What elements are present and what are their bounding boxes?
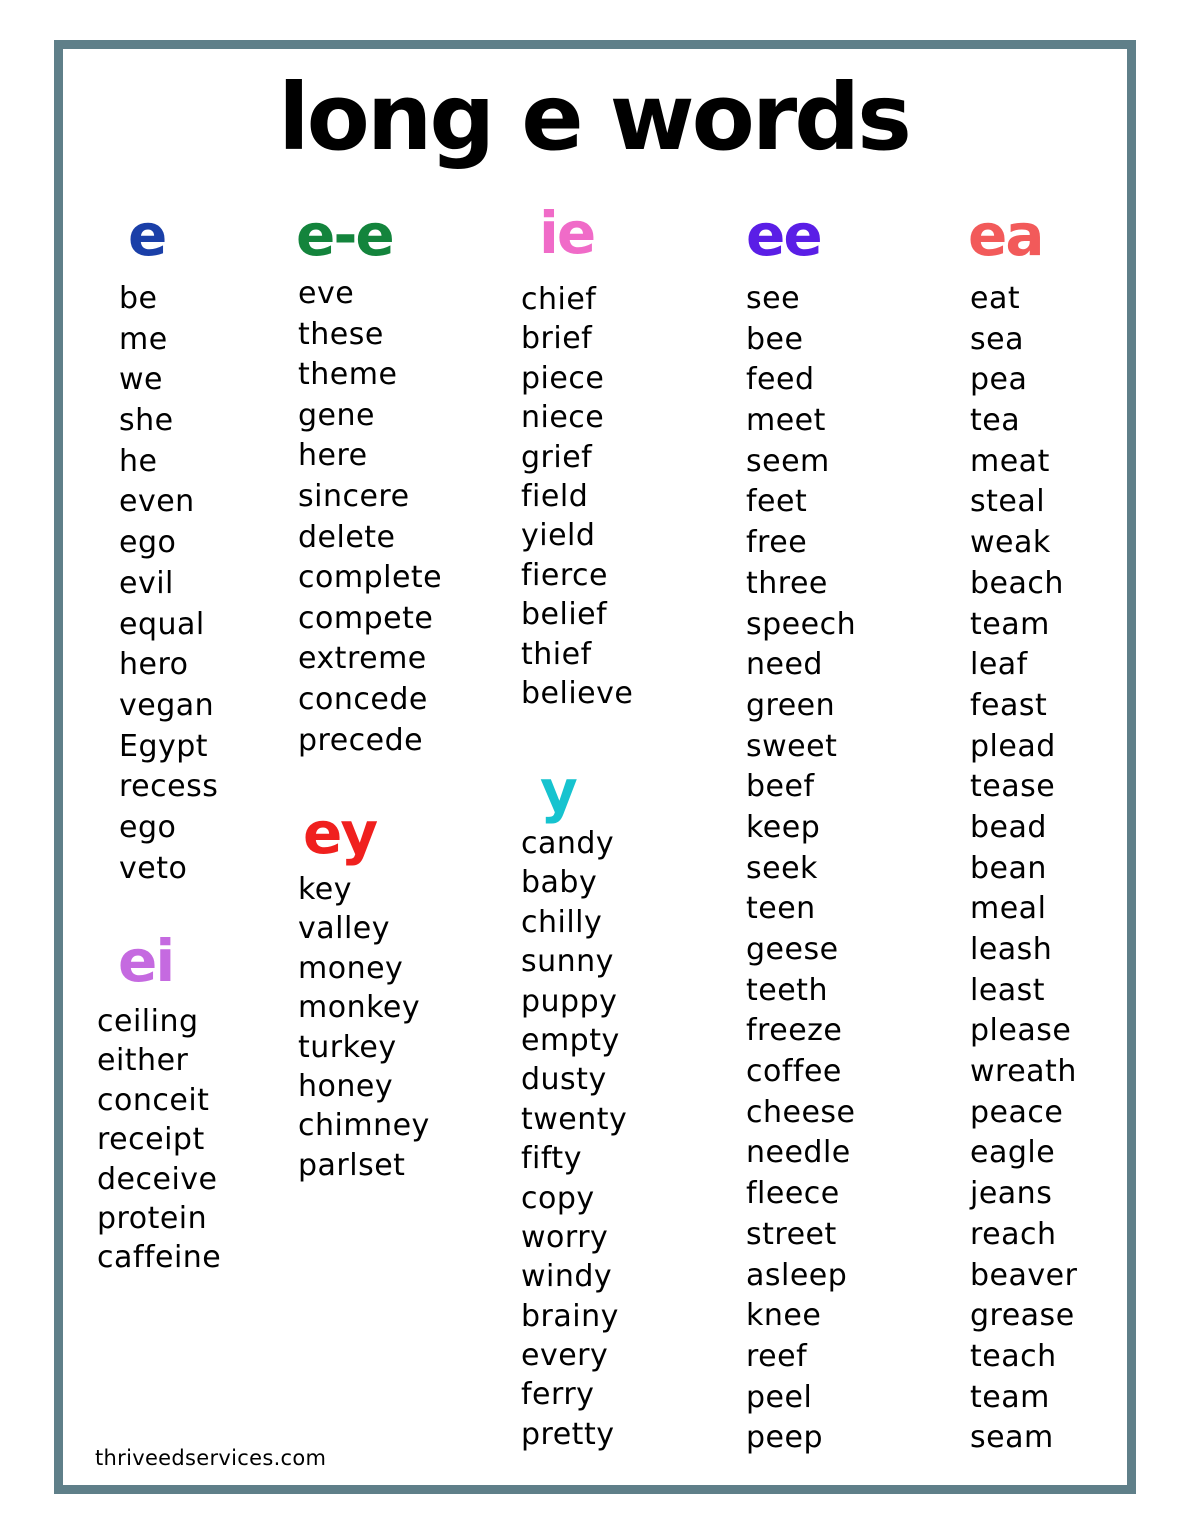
word-item: meet bbox=[746, 403, 826, 439]
word-item: believe bbox=[521, 675, 634, 711]
word-item: delete bbox=[298, 519, 396, 555]
word-item: reef bbox=[746, 1338, 808, 1374]
word-item: every bbox=[521, 1338, 609, 1374]
heading-ie: ie bbox=[539, 199, 595, 267]
word-item: compete bbox=[298, 600, 434, 636]
word-item: we bbox=[119, 362, 163, 398]
word-item: tease bbox=[970, 769, 1056, 805]
word-item: empty bbox=[521, 1022, 620, 1058]
heading-ea: ea bbox=[968, 201, 1043, 269]
word-item: team bbox=[970, 606, 1050, 642]
word-item: teach bbox=[970, 1338, 1057, 1374]
word-item: me bbox=[119, 321, 168, 357]
word-item: be bbox=[119, 281, 158, 316]
word-item: sea bbox=[970, 321, 1024, 357]
word-item: recess bbox=[119, 769, 219, 805]
word-list-e bbox=[119, 279, 218, 889]
word-item: dusty bbox=[521, 1062, 607, 1098]
word-item: brainy bbox=[521, 1298, 619, 1334]
word-item: teen bbox=[746, 891, 816, 927]
word-item: ego bbox=[119, 809, 177, 845]
heading-y: y bbox=[540, 757, 576, 825]
word-item: Egypt bbox=[119, 728, 209, 764]
word-item: fleece bbox=[746, 1176, 840, 1212]
word-item: money bbox=[298, 950, 404, 986]
word-item: pretty bbox=[521, 1416, 615, 1452]
word-item: peace bbox=[970, 1094, 1064, 1130]
word-item: yield bbox=[521, 518, 596, 554]
word-item: vegan bbox=[119, 687, 215, 723]
word-item: wreath bbox=[970, 1054, 1077, 1090]
word-list-e-e bbox=[298, 274, 442, 761]
word-item: complete bbox=[298, 560, 443, 596]
heading-ee: ee bbox=[746, 201, 821, 269]
word-item: needle bbox=[746, 1135, 851, 1171]
heading-e-e: e-e bbox=[296, 201, 393, 269]
word-item: eagle bbox=[970, 1135, 1056, 1171]
word-item: fifty bbox=[521, 1141, 582, 1177]
word-item: leaf bbox=[970, 647, 1028, 683]
word-item: concede bbox=[298, 681, 428, 717]
word-item: grief bbox=[521, 439, 593, 475]
word-item: peel bbox=[746, 1379, 813, 1415]
word-item: deceive bbox=[97, 1161, 218, 1197]
word-item: beaver bbox=[970, 1257, 1078, 1293]
word-item: brief bbox=[521, 321, 593, 357]
heading-ei: ei bbox=[118, 927, 174, 995]
word-item: ego bbox=[119, 525, 177, 561]
word-item: either bbox=[97, 1043, 189, 1079]
word-item: extreme bbox=[298, 641, 427, 677]
word-item: chimney bbox=[298, 1108, 430, 1144]
word-item: here bbox=[298, 438, 368, 474]
word-item: jeans bbox=[970, 1176, 1053, 1212]
word-item: three bbox=[746, 565, 828, 601]
word-item: caffeine bbox=[97, 1240, 222, 1276]
word-item: eve bbox=[298, 276, 355, 311]
word-item: teeth bbox=[746, 972, 828, 1008]
word-item: gene bbox=[298, 397, 375, 433]
word-item: see bbox=[746, 281, 801, 316]
word-item: precede bbox=[298, 722, 424, 758]
word-item: weak bbox=[970, 525, 1051, 561]
word-item: parlset bbox=[298, 1147, 406, 1183]
word-item: speech bbox=[746, 606, 857, 642]
word-item: monkey bbox=[298, 990, 421, 1026]
word-item: piece bbox=[521, 360, 605, 396]
word-item: sunny bbox=[521, 944, 614, 980]
word-item: even bbox=[119, 484, 195, 520]
word-item: evil bbox=[119, 565, 174, 601]
word-item: he bbox=[119, 443, 158, 479]
word-item: please bbox=[970, 1013, 1072, 1049]
heading-ey: ey bbox=[303, 799, 377, 867]
word-item: these bbox=[298, 316, 384, 352]
word-item: she bbox=[119, 403, 174, 439]
word-item: protein bbox=[97, 1200, 208, 1236]
word-item: asleep bbox=[746, 1257, 848, 1293]
word-item: worry bbox=[521, 1219, 609, 1255]
word-item: seek bbox=[746, 850, 818, 886]
word-item: plead bbox=[970, 728, 1056, 764]
word-item: green bbox=[746, 687, 836, 723]
word-item: least bbox=[970, 972, 1046, 1008]
word-item: field bbox=[521, 478, 589, 514]
word-item: freeze bbox=[746, 1013, 843, 1049]
word-item: conceit bbox=[97, 1082, 210, 1118]
word-item: seem bbox=[746, 443, 830, 479]
page-title: long e words bbox=[278, 64, 909, 171]
word-item: reach bbox=[970, 1216, 1057, 1252]
word-item: belief bbox=[521, 597, 608, 633]
word-item: bee bbox=[746, 321, 804, 357]
word-item: leash bbox=[970, 932, 1053, 967]
word-item: candy bbox=[521, 826, 615, 861]
word-item: steal bbox=[970, 484, 1046, 520]
heading-e: e bbox=[128, 201, 166, 269]
word-item: equal bbox=[119, 606, 205, 642]
word-item: feet bbox=[746, 484, 808, 520]
word-item: key bbox=[298, 872, 353, 907]
word-item: theme bbox=[298, 357, 398, 393]
word-list-ey bbox=[298, 870, 430, 1185]
word-item: valley bbox=[298, 911, 391, 947]
word-item: fierce bbox=[521, 557, 608, 593]
word-item: thief bbox=[521, 636, 592, 672]
word-item: beach bbox=[970, 565, 1064, 601]
word-item: windy bbox=[521, 1259, 613, 1295]
word-item: peep bbox=[746, 1420, 823, 1456]
word-item: ferry bbox=[521, 1377, 595, 1413]
word-list-ie bbox=[521, 280, 633, 713]
word-item: geese bbox=[746, 932, 839, 967]
word-item: feast bbox=[970, 687, 1048, 723]
word-list-ea bbox=[970, 279, 1077, 1459]
word-item: cheese bbox=[746, 1094, 856, 1130]
word-item: chilly bbox=[521, 904, 603, 940]
word-item: meal bbox=[970, 891, 1047, 927]
word-item: baby bbox=[521, 865, 598, 901]
word-item: bead bbox=[970, 809, 1047, 845]
word-item: knee bbox=[746, 1298, 822, 1334]
word-item: ceiling bbox=[97, 1004, 199, 1039]
word-item: sincere bbox=[298, 478, 410, 514]
word-item: grease bbox=[970, 1298, 1075, 1334]
word-item: feed bbox=[746, 362, 815, 398]
word-list-y bbox=[521, 824, 627, 1454]
word-item: turkey bbox=[298, 1029, 397, 1065]
word-item: keep bbox=[746, 809, 821, 845]
word-item: team bbox=[970, 1379, 1050, 1415]
word-item: coffee bbox=[746, 1054, 842, 1090]
word-item: veto bbox=[119, 850, 188, 886]
word-item: chief bbox=[521, 282, 597, 317]
word-item: eat bbox=[970, 281, 1021, 316]
word-item: copy bbox=[521, 1180, 595, 1216]
word-item: bean bbox=[970, 850, 1047, 886]
word-item: free bbox=[746, 525, 808, 561]
word-list-ei bbox=[97, 1002, 221, 1278]
word-item: sweet bbox=[746, 728, 838, 764]
word-item: tea bbox=[970, 403, 1021, 439]
word-item: meat bbox=[970, 443, 1050, 479]
word-item: hero bbox=[119, 647, 189, 683]
word-item: street bbox=[746, 1216, 837, 1252]
word-item: puppy bbox=[521, 983, 618, 1019]
word-item: niece bbox=[521, 400, 605, 436]
word-item: twenty bbox=[521, 1101, 628, 1137]
word-item: honey bbox=[298, 1068, 394, 1104]
word-item: receipt bbox=[97, 1122, 205, 1158]
word-item: beef bbox=[746, 769, 815, 805]
word-item: pea bbox=[970, 362, 1028, 398]
footer-url: thriveedservices.com bbox=[95, 1446, 327, 1470]
word-item: need bbox=[746, 647, 823, 683]
word-item: seam bbox=[970, 1420, 1054, 1456]
word-list-ee bbox=[746, 279, 856, 1459]
